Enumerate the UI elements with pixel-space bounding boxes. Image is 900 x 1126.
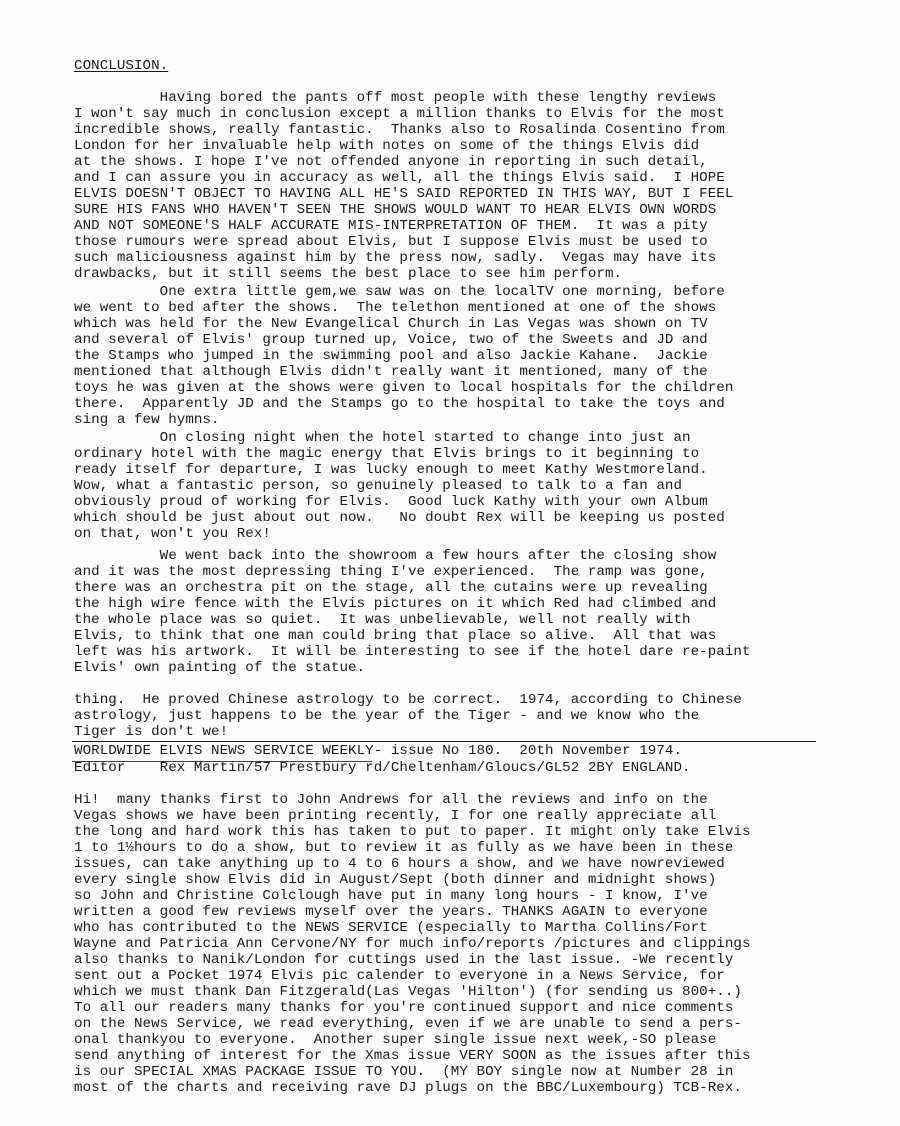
conclusion-line: on that, won't you Rex! <box>74 526 271 542</box>
editorial-line: issues, can take anything up to 4 to 6 hours a show, and we have nowreviewed <box>74 856 725 872</box>
conclusion-line: London for her invaluable help with notes on some of the things Elvis did <box>74 138 700 154</box>
conclusion-line: such maliciousness against him by the press now, sadly. Vegas may have its <box>74 250 717 266</box>
editorial-line: on the News Service, we read everything, even if we are unable to send a pers- <box>74 1016 742 1032</box>
conclusion-line: Elvis' own painting of the statue. <box>74 660 366 676</box>
editorial-line: the long and hard work this has taken to put to paper. It might only take Elvis <box>74 824 751 840</box>
conclusion-line: incredible shows, really fantastic. Thanks also to Rosalinda Cosentino from <box>74 122 725 138</box>
conclusion-line: Having bored the pants off most people with these lengthy reviews <box>74 90 717 106</box>
editorial-line: 1 to 1½hours to do a show, but to review it as fully as we have been in these <box>74 840 734 856</box>
conclusion-line: ready itself for departure, I was lucky enough to meet Kathy Westmoreland. <box>74 462 708 478</box>
conclusion-line: toys he was given at the shows were given to local hospitals for the children <box>74 380 734 396</box>
editorial-line: Vegas shows we have been printing recently, I for one really appreciate all <box>74 808 717 824</box>
conclusion-line: I won't say much in conclusion except a million thanks to Elvis for the most <box>74 106 725 122</box>
editorial-line: so John and Christine Colclough have put in many long hours - I know, I've <box>74 888 708 904</box>
conclusion-line: ordinary hotel with the magic energy that Elvis brings to it beginning to <box>74 446 700 462</box>
conclusion-line: those rumours were spread about Elvis, but I suppose Elvis must be used to <box>74 234 708 250</box>
conclusion-line: and several of Elvis' group turned up, Voice, two of the Sweets and JD and <box>74 332 708 348</box>
editorial-line: send anything of interest for the Xmas issue VERY SOON as the issues after this <box>74 1048 751 1064</box>
editorial-line: Hi! many thanks first to John Andrews for all the reviews and info on the <box>74 792 708 808</box>
masthead-rule <box>72 741 816 742</box>
conclusion-line: there was an orchestra pit on the stage, all the cutains were up revealing <box>74 580 708 596</box>
editorial-line: Wayne and Patricia Ann Cervone/NY for much info/reports /pictures and clippings <box>74 936 751 952</box>
editorial-line: To all our readers many thanks for you're continued support and nice comments <box>74 1000 734 1016</box>
conclusion-line: On closing night when the hotel started to change into just an <box>74 430 691 446</box>
conclusion-line: we went to bed after the shows. The telethon mentioned at one of the shows <box>74 300 717 316</box>
editorial-line: onal thankyou to everyone. Another super single issue next week,-SO please <box>74 1032 717 1048</box>
section-title: CONCLUSION. <box>74 58 169 74</box>
conclusion-line: Elvis, to think that one man could bring that place so alive. All that was <box>74 628 717 644</box>
conclusion-line: there. Apparently JD and the Stamps go to the hospital to take the toys and <box>74 396 725 412</box>
editorial-line: which we must thank Dan Fitzgerald(Las Vegas 'Hilton') (for sending us 800+..) <box>74 984 742 1000</box>
conclusion-line: at the shows. I hope I've not offended anyone in reporting in such detail, <box>74 154 708 170</box>
conclusion-line: ELVIS DOESN'T OBJECT TO HAVING ALL HE'S SAID REPORTED IN THIS WAY, BUT I FEEL <box>74 186 734 202</box>
masthead-title: WORLDWIDE ELVIS NEWS SERVICE WEEKLY- issue No 180. 20th November 1974. <box>74 743 683 759</box>
editorial-line: sent out a Pocket 1974 Elvis pic calender to everyone in a News Service, for <box>74 968 725 984</box>
conclusion-line: SURE HIS FANS WHO HAVEN'T SEEN THE SHOWS WOULD WANT TO HEAR ELVIS OWN WORDS <box>74 202 717 218</box>
editorial-line: who has contributed to the NEWS SERVICE (especially to Martha Collins/Fort <box>74 920 708 936</box>
conclusion-line: the whole place was so quiet. It was unbelievable, well not really with <box>74 612 691 628</box>
editorial-line: also thanks to Nanik/London for cuttings used in the last issue. -We recently <box>74 952 734 968</box>
conclusion-line: sing a few hymns. <box>74 412 220 428</box>
editorial-line: most of the charts and receiving rave DJ plugs on the BBC/Luxembourg) TCB-Rex. <box>74 1080 742 1096</box>
conclusion-line: which was held for the New Evangelical Church in Las Vegas was shown on TV <box>74 316 708 332</box>
conclusion-line: astrology, just happens to be the year of the Tiger - and we know who the <box>74 708 700 724</box>
conclusion-line: Wow, what a fantastic person, so genuinely pleased to talk to a fan and <box>74 478 683 494</box>
masthead-editor: Editor Rex Martin/57 Prestbury rd/Cheltenham/Gloucs/GL52 2BY ENGLAND. <box>74 760 691 776</box>
conclusion-line: AND NOT SOMEONE'S HALF ACCURATE MIS-INTERPRETATION OF THEM. It was a pity <box>74 218 708 234</box>
editorial-line: is our SPECIAL XMAS PACKAGE ISSUE TO YOU. (MY BOY single now at Number 28 in <box>74 1064 734 1080</box>
editorial-line: every single show Elvis did in August/Sept (both dinner and midnight shows) <box>74 872 717 888</box>
conclusion-line: the Stamps who jumped in the swimming pool and also Jackie Kahane. Jackie <box>74 348 708 364</box>
conclusion-line: drawbacks, but it still seems the best place to see him perform. <box>74 266 623 282</box>
conclusion-line: One extra little gem,we saw was on the localTV one morning, before <box>74 284 725 300</box>
conclusion-line: left was his artwork. It will be interesting to see if the hotel dare re-paint <box>74 644 751 660</box>
conclusion-line: thing. He proved Chinese astrology to be correct. 1974, according to Chinese <box>74 692 742 708</box>
conclusion-line: We went back into the showroom a few hours after the closing show <box>74 548 717 564</box>
editorial-line: written a good few reviews myself over the years. THANKS AGAIN to everyone <box>74 904 708 920</box>
conclusion-line: and I can assure you in accuracy as well, all the things Elvis said. I HOPE <box>74 170 725 186</box>
conclusion-line: and it was the most depressing thing I've experienced. The ramp was gone, <box>74 564 708 580</box>
conclusion-line: obviously proud of working for Elvis. Good luck Kathy with your own Album <box>74 494 708 510</box>
conclusion-line: mentioned that although Elvis didn't really want it mentioned, many of the <box>74 364 708 380</box>
conclusion-line: which should be just about out now. No doubt Rex will be keeping us posted <box>74 510 725 526</box>
conclusion-line: the high wire fence with the Elvis pictures on it which Red had climbed and <box>74 596 717 612</box>
conclusion-line: Tiger is don't we! <box>74 724 229 740</box>
